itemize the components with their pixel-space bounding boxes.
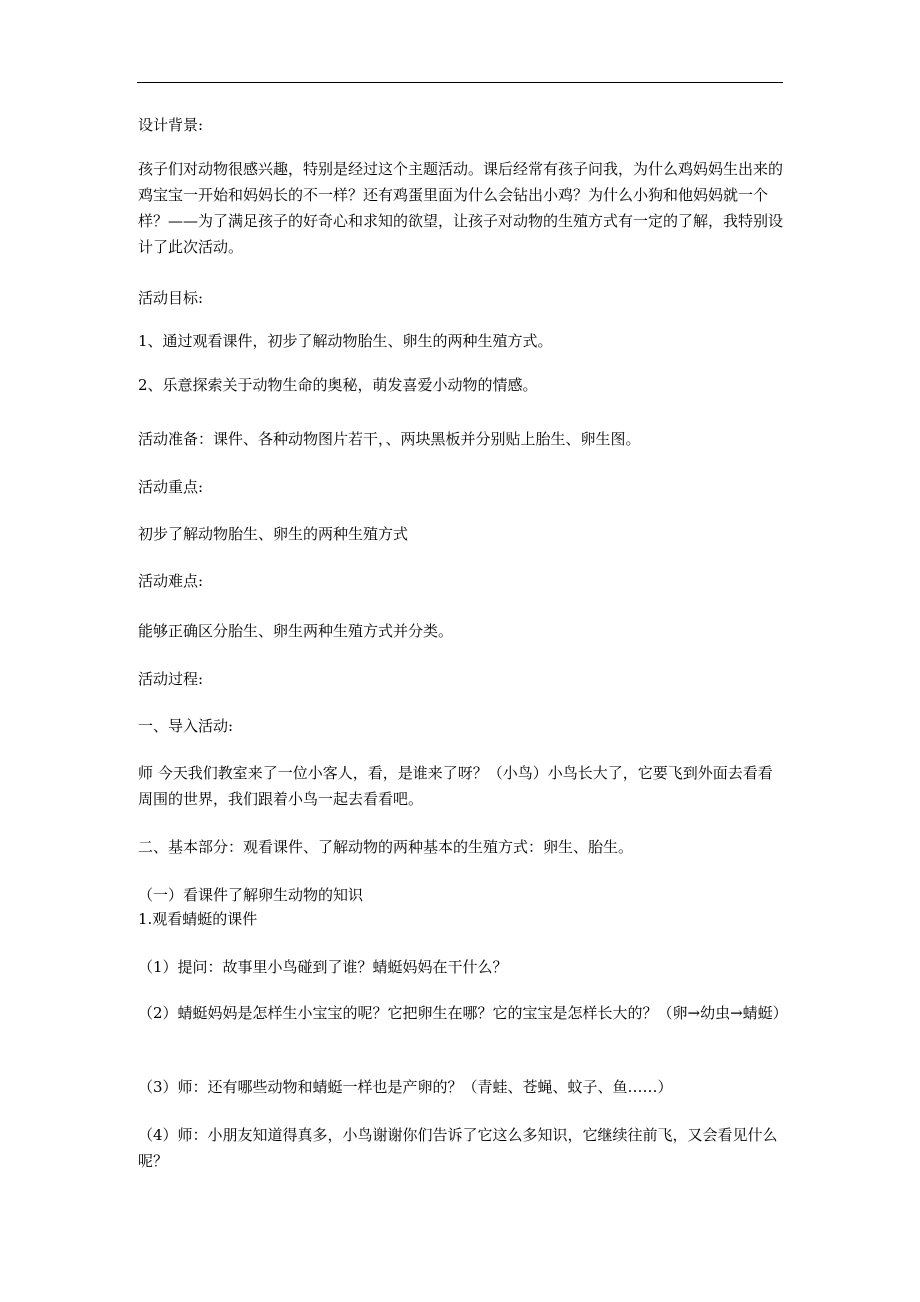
subsection-heading-oviparous: （一）看课件了解卵生动物的知识 (138, 886, 364, 904)
section-heading-process: 活动过程: (138, 670, 204, 688)
question-item-3: （3）师：还有哪些动物和蜻蜓一样也是产卵的？（青蛙、苍蝇、蚊子、鱼……） (138, 1078, 673, 1096)
key-points-paragraph: 初步了解动物胎生、卵生的两种生殖方式 (138, 525, 409, 543)
section-heading-background: 设计背景: (138, 116, 204, 134)
question-item-2: （2）蜻蜓妈妈是怎样生小宝宝的呢？它把卵生在哪？它的宝宝是怎样长大的？（卵→幼虫→蜻蜓） (138, 1004, 788, 1022)
question-item-1: （1）提问：故事里小鸟碰到了谁？蜻蜓妈妈在干什么？ (138, 958, 508, 976)
preparation-paragraph: 活动准备：课件、各种动物图片若干，、两块黑板并分别贴上胎生、卵生图。 (138, 430, 641, 448)
intro-paragraph: 师 今天我们教室来了一位小客人，看，是谁来了呀？（小鸟）小鸟长大了，它要飞到外面去看看周围的世界，我们跟着小鸟一起去看看吧。 (138, 764, 773, 808)
goal-item-1: 1、通过观看课件，初步了解动物胎生、卵生的两种生殖方式。 (138, 332, 553, 350)
process-step-main-heading: 二、基本部分：观看课件、了解动物的两种基本的生殖方式：卵生、胎生。 (138, 838, 634, 856)
process-step-intro-heading: 一、导入活动: (138, 717, 234, 735)
goal-item-2: 2、乐意探索关于动物生命的奥秘，萌发喜爱小动物的情感。 (138, 376, 538, 394)
subsection-item-dragonfly: 1.观看蜻蜓的课件 (138, 910, 258, 928)
header-rule (137, 82, 783, 83)
question-item-4: （4）师：小朋友知道得真多，小鸟谢谢你们告诉了它这么多知识，它继续往前飞，又会看见什么呢？ (138, 1126, 778, 1170)
section-heading-difficulties: 活动难点: (138, 572, 204, 590)
section-heading-goals: 活动目标: (138, 289, 204, 307)
section-heading-key-points: 活动重点: (138, 478, 204, 496)
background-paragraph: 孩子们对动物很感兴趣，特别是经过这个主题活动。课后经常有孩子问我，为什么鸡妈妈生出来的鸡宝宝一开始和妈妈长的不一样？还有鸡蛋里面为什么会钻出小鸡？为什么小狗和他妈妈就一个样？——为了满足孩子的好奇心和求知的欲望，让孩子对动物的生殖方式有一定的了解，我特别设计了此次活动。 (138, 160, 784, 256)
difficulties-paragraph: 能够正确区分胎生、卵生两种生殖方式并分类。 (138, 622, 454, 640)
